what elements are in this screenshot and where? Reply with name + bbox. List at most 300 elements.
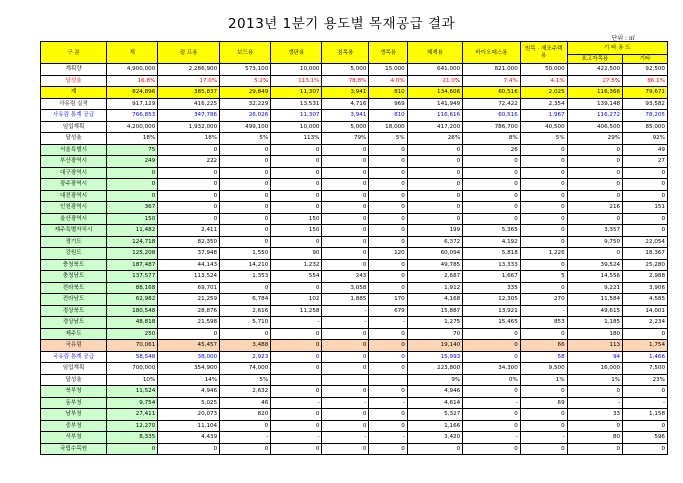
header-farm: 원목 · 재조주택용 — [520, 42, 567, 64]
table-cell: - — [520, 432, 567, 444]
table-cell: - — [369, 432, 407, 444]
row-label: 임업계획 — [41, 363, 107, 375]
table-cell: 21.0% — [407, 75, 462, 87]
table-cell: 11,584 — [567, 294, 622, 306]
table-cell: 0 — [407, 190, 462, 202]
table-cell: 44,143 — [158, 259, 220, 271]
table-cell: 0 — [322, 225, 369, 237]
table-cell: 125,208 — [107, 248, 158, 260]
table-cell: 0 — [623, 179, 668, 191]
table-row — [41, 328, 668, 340]
table-cell: 16,000 — [567, 363, 622, 375]
table-cell: 113 — [567, 340, 622, 352]
table-cell: 406,500 — [567, 121, 622, 133]
header-ganbeol: 갱판용 — [271, 42, 322, 64]
table-cell: 4,168 — [407, 294, 462, 306]
table-cell: 60,516 — [463, 110, 521, 122]
table-cell: 79,671 — [623, 87, 668, 99]
table-cell: 9,754 — [107, 397, 158, 409]
table-cell: 0 — [271, 386, 322, 398]
table-cell: 21,259 — [158, 294, 220, 306]
table-cell: 9,500 — [520, 363, 567, 375]
table-cell: 2,411 — [158, 225, 220, 237]
table-cell: 0 — [220, 190, 271, 202]
table-cell: 19,140 — [407, 340, 462, 352]
table-cell: 1,353 — [220, 271, 271, 283]
table-cell: 3,941 — [322, 110, 369, 122]
table-cell: - — [520, 305, 567, 317]
table-cell: 21,598 — [158, 317, 220, 329]
table-cell: 0 — [158, 144, 220, 156]
table-cell: 7.4% — [463, 75, 521, 87]
table-cell: 0 — [220, 179, 271, 191]
table-row — [41, 98, 668, 110]
table-cell: 1,232 — [271, 259, 322, 271]
table-cell: 0 — [322, 190, 369, 202]
table-cell: 1,932,000 — [158, 121, 220, 133]
table-cell: 3,488 — [220, 340, 271, 352]
table-cell: 94 — [567, 351, 622, 363]
table-cell: 5% — [220, 133, 271, 145]
table-cell: 1,158 — [623, 409, 668, 421]
table-cell: 354,900 — [158, 363, 220, 375]
table-cell: 15,465 — [463, 317, 521, 329]
table-cell: 810 — [369, 110, 407, 122]
table-cell: 0 — [220, 167, 271, 179]
table-cell: 8,335 — [107, 432, 158, 444]
table-cell: 4,900,000 — [107, 64, 158, 76]
table-cell: 2,025 — [520, 87, 567, 99]
table-row — [41, 156, 668, 168]
table-cell: 11,307 — [271, 87, 322, 99]
table-cell: 14,001 — [623, 305, 668, 317]
table-cell: 0 — [271, 351, 322, 363]
table-cell: 0 — [271, 167, 322, 179]
table-cell: 120 — [369, 248, 407, 260]
table-cell: 0 — [271, 340, 322, 352]
table-cell: 0 — [107, 443, 158, 455]
table-cell: 0 — [623, 167, 668, 179]
table-row — [41, 305, 668, 317]
table-cell: 0 — [271, 144, 322, 156]
page-title: 2013년 1분기 용도별 목재공급 결과 — [227, 16, 456, 32]
table-row — [41, 340, 668, 352]
table-cell: 10,000 — [271, 64, 322, 76]
table-cell: 335 — [463, 282, 521, 294]
table-row — [41, 420, 668, 432]
table-cell: 1,185 — [567, 317, 622, 329]
table-cell: 0 — [271, 236, 322, 248]
table-row — [41, 213, 668, 225]
table-row — [41, 409, 668, 421]
table-cell: 0 — [369, 202, 407, 214]
header-gaemok: 갱목용 — [369, 42, 407, 64]
table-cell: 0 — [369, 190, 407, 202]
table-cell: 0 — [369, 156, 407, 168]
table-cell: 0 — [158, 213, 220, 225]
table-cell: 40,500 — [520, 121, 567, 133]
table-cell: 853 — [520, 317, 567, 329]
table-row — [41, 75, 668, 87]
table-cell: 22,054 — [623, 236, 668, 248]
table-cell: 0 — [271, 443, 322, 455]
table-cell: 4,585 — [623, 294, 668, 306]
table-cell: 5,000 — [322, 64, 369, 76]
table-cell: 66 — [520, 340, 567, 352]
table-cell: 0 — [271, 282, 322, 294]
header-bio: 바이오매스용 — [463, 42, 521, 64]
table-row — [41, 202, 668, 214]
table-cell: 0 — [407, 144, 462, 156]
table-cell: 0 — [322, 340, 369, 352]
table-cell: 58 — [520, 351, 567, 363]
table-cell: 0 — [322, 420, 369, 432]
table-cell: 11,307 — [271, 110, 322, 122]
table-cell: 92% — [623, 133, 668, 145]
table-cell: 4,946 — [158, 386, 220, 398]
table-cell: 5.2% — [220, 75, 271, 87]
table-cell: 223,800 — [407, 363, 462, 375]
table-cell: 2,632 — [220, 386, 271, 398]
table-cell: 29,849 — [220, 87, 271, 99]
table-cell: 969 — [369, 98, 407, 110]
table-cell: 5,818 — [463, 248, 521, 260]
table-cell: 0 — [369, 259, 407, 271]
table-cell: 0 — [271, 156, 322, 168]
table-cell: 14% — [158, 374, 220, 386]
table-cell: 0 — [369, 443, 407, 455]
table-cell: 8% — [463, 133, 521, 145]
table-cell: 0 — [623, 190, 668, 202]
unit-label: 단위 : ㎥ — [611, 35, 635, 42]
table-row — [41, 190, 668, 202]
table-row — [41, 397, 668, 409]
table-cell: 49,785 — [407, 259, 462, 271]
table-cell: 2,923 — [220, 351, 271, 363]
table-cell: 1,754 — [623, 340, 668, 352]
table-row — [41, 386, 668, 398]
table-cell: 0 — [463, 443, 521, 455]
header-board: 보드용 — [220, 42, 271, 64]
table-cell: 3,420 — [407, 432, 462, 444]
table-cell: 0 — [220, 282, 271, 294]
table-cell: 14,556 — [567, 271, 622, 283]
table-cell: 5,000 — [322, 121, 369, 133]
table-cell: 50,000 — [520, 64, 567, 76]
table-cell: 0 — [463, 351, 521, 363]
table-cell: 0 — [369, 213, 407, 225]
table-cell: 12,270 — [107, 420, 158, 432]
row-label: 서울특별시 — [41, 144, 107, 156]
table-cell: 3,906 — [623, 282, 668, 294]
table-cell: 0 — [567, 386, 622, 398]
row-label: 울산광역시 — [41, 213, 107, 225]
table-cell: 0 — [158, 328, 220, 340]
table-row — [41, 443, 668, 455]
table-cell: 367 — [107, 202, 158, 214]
table-row — [41, 133, 668, 145]
table-cell: 18% — [158, 133, 220, 145]
table-cell: 28% — [407, 133, 462, 145]
table-cell: 917,129 — [107, 98, 158, 110]
table-cell: 39,524 — [567, 259, 622, 271]
header-sub2: 기타 — [623, 55, 668, 64]
table-cell: 824,896 — [107, 87, 158, 99]
table-cell: 0 — [369, 144, 407, 156]
table-cell: 0 — [520, 213, 567, 225]
row-label: 동부청 — [41, 397, 107, 409]
supply-table — [40, 41, 668, 455]
table-cell: 4.1% — [520, 75, 567, 87]
table-row — [41, 144, 668, 156]
table-cell: - — [463, 432, 521, 444]
table-cell: 116,272 — [567, 110, 622, 122]
table-cell: 15,000 — [369, 64, 407, 76]
table-cell: 58,548 — [107, 351, 158, 363]
row-label: 달성율 — [41, 374, 107, 386]
table-row — [41, 294, 668, 306]
table-cell: 0 — [220, 213, 271, 225]
table-cell: 4,200,000 — [107, 121, 158, 133]
table-cell: 0 — [322, 386, 369, 398]
row-label: 사유림 통계 공급 — [41, 110, 107, 122]
table-cell: 821,000 — [463, 64, 521, 76]
table-cell: 116,616 — [407, 110, 462, 122]
table-cell: 0 — [369, 179, 407, 191]
header-gubun: 구 분 — [41, 42, 107, 64]
table-cell: 0 — [369, 225, 407, 237]
header-jejae: 제재용 — [407, 42, 462, 64]
table-cell: - — [322, 317, 369, 329]
table-cell: 69,701 — [158, 282, 220, 294]
table-cell: 0 — [322, 213, 369, 225]
table-cell: 34,300 — [463, 363, 521, 375]
table-cell: 80 — [567, 432, 622, 444]
table-cell: 4,192 — [463, 236, 521, 248]
table-cell: 0 — [107, 179, 158, 191]
table-cell: 820 — [220, 409, 271, 421]
table-cell: 0 — [158, 179, 220, 191]
row-label: 국립수목원 — [41, 443, 107, 455]
table-cell: 0 — [158, 190, 220, 202]
table-cell: 0 — [463, 167, 521, 179]
table-cell: 0 — [407, 156, 462, 168]
table-cell: 17.0% — [158, 75, 220, 87]
table-cell: 26,026 — [220, 110, 271, 122]
table-cell: 5% — [520, 133, 567, 145]
table-cell: 20,073 — [158, 409, 220, 421]
table-cell: 0 — [407, 202, 462, 214]
table-cell: 385,837 — [158, 87, 220, 99]
table-cell: 0 — [369, 236, 407, 248]
table-cell: 5,025 — [158, 397, 220, 409]
table-cell: 1,967 — [520, 110, 567, 122]
table-cell: 0 — [322, 259, 369, 271]
table-cell: 0 — [520, 409, 567, 421]
table-cell: 0 — [322, 202, 369, 214]
table-cell: 1% — [520, 374, 567, 386]
table-cell: 0 — [322, 144, 369, 156]
table-cell: - — [623, 397, 668, 409]
table-cell: 0 — [567, 167, 622, 179]
table-cell: 0 — [369, 167, 407, 179]
table-row — [41, 121, 668, 133]
table-cell: 0 — [407, 179, 462, 191]
row-label: 전라북도 — [41, 282, 107, 294]
table-cell: 786,700 — [463, 121, 521, 133]
table-cell — [322, 374, 369, 386]
table-cell: 0 — [463, 202, 521, 214]
table-cell: 26 — [463, 144, 521, 156]
table-cell: 2,354 — [520, 98, 567, 110]
table-cell: 0 — [271, 420, 322, 432]
table-row — [41, 236, 668, 248]
row-label: 국유림 통계 공급 — [41, 351, 107, 363]
table-cell: 0 — [567, 443, 622, 455]
table-cell: 0 — [322, 167, 369, 179]
table-row — [41, 225, 668, 237]
table-cell: 82,350 — [158, 236, 220, 248]
row-label: 달성율 — [41, 75, 107, 87]
table-cell: 222 — [158, 156, 220, 168]
table-cell: 0 — [623, 328, 668, 340]
table-cell: 60,094 — [407, 248, 462, 260]
table-cell: 15,887 — [407, 305, 462, 317]
row-label: 북부청 — [41, 386, 107, 398]
table-cell: 2,687 — [407, 271, 462, 283]
header-sub1: 표고자목용 — [567, 55, 622, 64]
table-cell: 0 — [322, 351, 369, 363]
table-cell: 0 — [463, 340, 521, 352]
table-cell: 12,305 — [463, 294, 521, 306]
table-cell: 0 — [520, 443, 567, 455]
table-cell: - — [322, 432, 369, 444]
table-cell: 0 — [567, 144, 622, 156]
table-cell: 60,516 — [463, 87, 521, 99]
table-cell: 0 — [369, 351, 407, 363]
table-cell: 270 — [520, 294, 567, 306]
table-cell: 78,205 — [623, 110, 668, 122]
table-cell: 0 — [463, 213, 521, 225]
table-cell: 499,100 — [220, 121, 271, 133]
table-cell: 0 — [271, 179, 322, 191]
table-cell: - — [220, 432, 271, 444]
table-cell: 11,524 — [107, 386, 158, 398]
table-cell: 62,982 — [107, 294, 158, 306]
table-cell: 0 — [623, 443, 668, 455]
table-cell: 11,104 — [158, 420, 220, 432]
row-label: 인천광역시 — [41, 202, 107, 214]
table-cell: 0 — [567, 420, 622, 432]
table-cell: 0 — [520, 167, 567, 179]
table-cell: 48,818 — [107, 317, 158, 329]
table-cell: 124,718 — [107, 236, 158, 248]
table-cell: 0 — [220, 156, 271, 168]
table-cell: 554 — [271, 271, 322, 283]
row-label: 경기도 — [41, 236, 107, 248]
table-cell: 46 — [220, 397, 271, 409]
table-cell: 49 — [623, 144, 668, 156]
table-cell: 88,168 — [107, 282, 158, 294]
table-cell: 0 — [322, 156, 369, 168]
table-cell: 170 — [369, 294, 407, 306]
table-cell: 249 — [107, 156, 158, 168]
table-cell: 27 — [623, 156, 668, 168]
table-cell: 69 — [520, 397, 567, 409]
row-label: 달성율 — [41, 133, 107, 145]
table-cell: 0 — [271, 328, 322, 340]
row-label: 광주광역시 — [41, 179, 107, 191]
table-cell: 116,366 — [567, 87, 622, 99]
table-cell: 0 — [520, 420, 567, 432]
table-row — [41, 271, 668, 283]
table-row — [41, 64, 668, 76]
table-cell: 199 — [407, 225, 462, 237]
row-label: 임업계획 — [41, 121, 107, 133]
table-cell: 243 — [322, 271, 369, 283]
table-cell: 0 — [520, 156, 567, 168]
table-cell: 0 — [369, 409, 407, 421]
row-label: 대구광역시 — [41, 167, 107, 179]
table-cell: 0 — [520, 259, 567, 271]
table-cell: 0 — [220, 420, 271, 432]
table-cell: 0 — [158, 443, 220, 455]
table-cell: 0 — [271, 409, 322, 421]
table-cell: 0 — [369, 386, 407, 398]
table-cell: 0 — [623, 225, 668, 237]
table-cell: 9,221 — [567, 282, 622, 294]
table-cell: 0 — [322, 443, 369, 455]
table-cell: 5 — [520, 271, 567, 283]
table-cell: - — [369, 397, 407, 409]
table-cell: 5% — [369, 133, 407, 145]
row-label: 계 — [41, 87, 107, 99]
table-cell: 0 — [407, 167, 462, 179]
table-cell: 216 — [567, 202, 622, 214]
table-row — [41, 317, 668, 329]
table-cell: 1,550 — [220, 248, 271, 260]
table-cell: 0 — [463, 179, 521, 191]
table-cell: 0 — [520, 282, 567, 294]
table-row — [41, 259, 668, 271]
table-cell: - — [271, 317, 322, 329]
table-cell: 0 — [220, 225, 271, 237]
table-cell: 37,948 — [158, 248, 220, 260]
table-row — [41, 282, 668, 294]
table-cell: 134,606 — [407, 87, 462, 99]
table-cell: 0 — [220, 236, 271, 248]
table-cell: 25,280 — [623, 259, 668, 271]
table-cell: 4,439 — [158, 432, 220, 444]
table-cell: 0 — [567, 179, 622, 191]
table-cell: 766,853 — [107, 110, 158, 122]
table-cell: 0 — [567, 248, 622, 260]
table-cell: 113,524 — [158, 271, 220, 283]
table-row — [41, 179, 668, 191]
table-cell: 347,786 — [158, 110, 220, 122]
table-cell: 0 — [369, 340, 407, 352]
table-cell: 1,466 — [623, 351, 668, 363]
table-cell: 15,993 — [407, 351, 462, 363]
table-cell: 0 — [520, 328, 567, 340]
table-row — [41, 351, 668, 363]
table-cell — [271, 374, 322, 386]
table-cell: 0 — [158, 167, 220, 179]
table-cell: 78.8% — [322, 75, 369, 87]
table-cell: 13,333 — [463, 259, 521, 271]
table-cell: 18% — [107, 133, 158, 145]
table-cell: 6,372 — [407, 236, 462, 248]
